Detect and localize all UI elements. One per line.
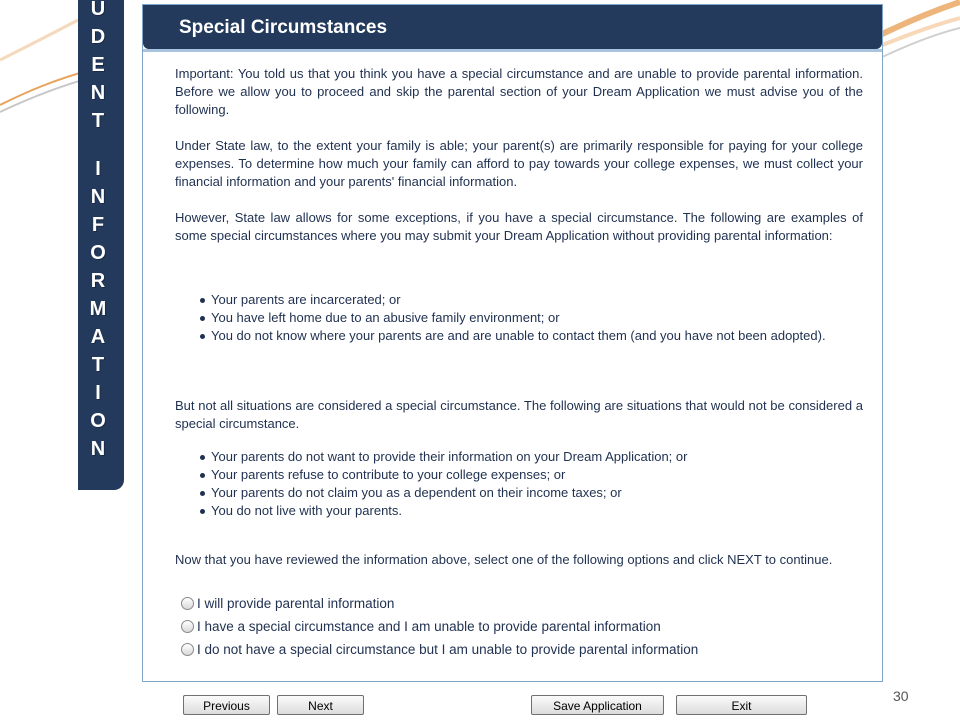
not-special-paragraph: But not all situations are considered a special circumstance. The following are situations that would not be considered a special circumstance. [175,398,863,431]
important-paragraph: Important: You told us that you think you have a special circumstance and are unable to provide parental information. Before we allow you to proceed and skip the parental section of your Dream Application we must advise you of the following. [175,66,863,117]
sidebar-letter: N [90,186,106,208]
list-item-text: Your parents refuse to contribute to your college expenses; or [211,467,566,482]
next-button[interactable]: Next [277,695,364,715]
decorative-swoosh-right [870,0,960,60]
list-item-text: Your parents do not want to provide their information on your Dream Application; or [211,449,688,464]
special-circumstance-examples [175,291,863,345]
sidebar-letter: N [90,82,106,104]
special-circumstances-panel [142,4,883,682]
radio-button[interactable] [181,643,194,656]
bullet-icon [200,455,205,460]
panel-header [143,5,882,49]
state-law-paragraph: Under State law, to the extent your family is able; your parent(s) are primarily responsible for paying for your college expenses. To determine how much your family can afford to pay towards your college expenses, we must collect your financial information and your parents' financial information. [175,138,863,189]
sidebar-letter: A [90,326,106,348]
bullet-icon [200,509,205,514]
sidebar-letter: I [95,382,101,404]
parental-info-options [181,595,861,664]
bullet-icon [200,316,205,321]
non-special-circumstance-examples [175,448,863,520]
option-provide-parental-info[interactable] [181,595,861,618]
previous-button[interactable]: Previous [183,695,270,715]
list-item [175,484,863,502]
bullet-icon [200,473,205,478]
sidebar-letter: D [90,26,106,48]
radio-button[interactable] [181,620,194,633]
option-label[interactable]: I have a special circumstance and I am unable to provide parental information [197,619,661,634]
radio-button[interactable] [181,597,194,610]
option-no-special-circumstance[interactable] [181,641,861,664]
sidebar-letter: R [90,270,106,292]
list-item [175,448,863,466]
page-title: Special Circumstances [179,17,388,38]
slide-page-number: 30 [893,688,909,704]
exit-button[interactable]: Exit [676,695,807,715]
sidebar-letter: O [90,410,106,432]
list-item [175,309,863,327]
option-label[interactable]: I do not have a special circumstance but I am unable to provide parental information [197,642,699,657]
sidebar-letter: E [91,54,105,76]
option-special-circumstance[interactable] [181,618,861,641]
sidebar-letter: I [95,158,101,180]
sidebar-letter: F [91,214,105,236]
student-information-sidebar [78,0,124,490]
sidebar-letter: T [91,110,105,132]
decorative-swoosh-left [0,0,90,120]
bullet-icon [200,491,205,496]
list-item [175,327,863,345]
sidebar-letter: O [90,242,106,264]
instructions-paragraph: Now that you have reviewed the information above, select one of the following options and click NEXT to continue. [175,552,833,567]
list-item-text: You have left home due to an abusive family environment; or [211,310,560,325]
list-item-text: Your parents do not claim you as a dependent on their income taxes; or [211,485,622,500]
save-application-button[interactable]: Save Application [531,695,664,715]
list-item-text: Your parents are incarcerated; or [211,292,401,307]
bullet-icon [200,334,205,339]
list-item-text: You do not live with your parents. [211,503,403,518]
sidebar-letter: T [91,354,105,376]
sidebar-letter: N [90,438,106,460]
header-divider [143,49,882,52]
list-item [175,502,863,520]
list-item [175,466,863,484]
sidebar-letter: M [89,298,107,320]
list-item-text: You do not know where your parents are and are unable to contact them (and you have not been adopted). [211,328,826,343]
sidebar-letter: U [90,0,106,20]
list-item [175,291,863,309]
exceptions-paragraph: However, State law allows for some exceptions, if you have a special circumstance. The following are examples of some special circumstances where you may submit your Dream Application without providing parental information: [175,210,863,243]
option-label[interactable]: I will provide parental information [197,596,395,611]
bullet-icon [200,298,205,303]
